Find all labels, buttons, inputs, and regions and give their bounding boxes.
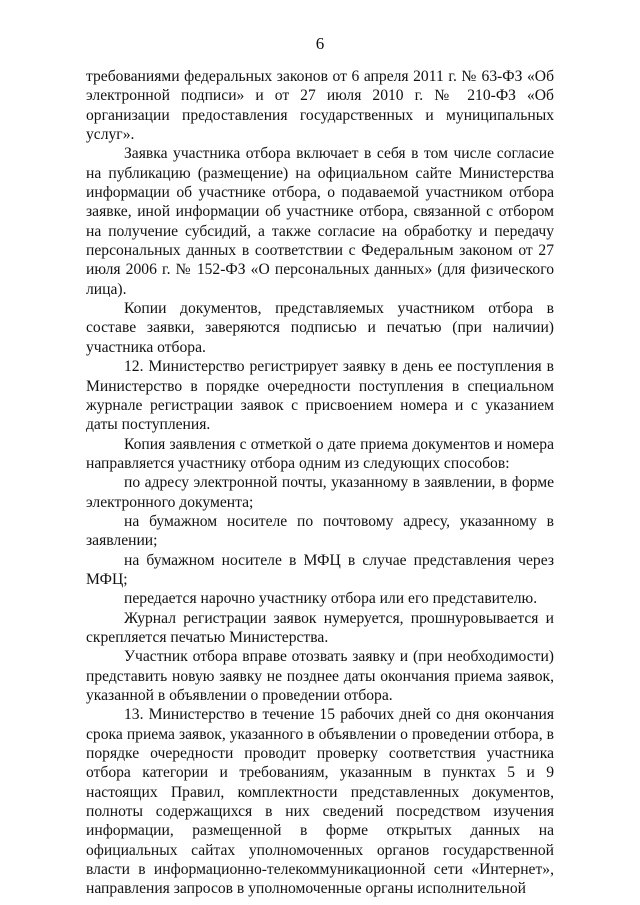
page-number: 6 bbox=[315, 34, 325, 53]
paragraph-copy-delivery: Копия заявления с отметкой о дате приема документов и номера направляется участнику отбора одним из следующих способов: bbox=[86, 435, 554, 472]
paragraph-delivery-hand: передается нарочно участнику отбора или его представителю. bbox=[124, 590, 538, 608]
paragraph-journal: Журнал регистрации заявок нумеруется, прошнуровывается и скрепляется печатью Министерства. bbox=[86, 609, 554, 646]
paragraph-item-13: 13. Министерство в течение 15 рабочих дней со дня окончания срока приема заявок, указанного в объявлении о проведении отбора, в порядке очередности проводит проверку соответствия участника отбора категории и требованиям, указанным в пунктах 5 и 9 настоящих Правил, комплектности представленных документов, полноты содержащихся в них сведений посредством изучения информации, размещенной в форме открытых данных на официальных сайтах уполномоченных органов государственной власти в информационно-телекоммуникационной сети «Интернет», направления запросов в уполномоченные органы исполнительной bbox=[86, 706, 554, 898]
paragraph-delivery-post: на бумажном носителе по почтовому адресу, указанному в заявлении; bbox=[86, 512, 554, 550]
paragraph-withdraw: Участник отбора вправе отозвать заявку и (при необходимости) представить новую заявку не позднее даты окончания приема заявок, указанной в объявлении о проведении отбора. bbox=[86, 648, 554, 704]
document-body bbox=[86, 67, 554, 899]
paragraph-continuation: требованиями федеральных законов от 6 апреля 2011 г. № 63-ФЗ «Об электронной подписи» и от 27 июля 2010 г. № 210-ФЗ «Об организации предоставления государственных и муниципальных услуг». bbox=[86, 68, 554, 144]
paragraph-consent: Заявка участника отбора включает в себя в том числе согласие на публикацию (размещение) на официальном сайте Министерства информации об участнике отбора, о подаваемой участником отбора заявке, иной информации об участнике отбора, связанной с отбором на получение субсидий, а также согласие на обработку и передачу персональных данных в соответствии с Федеральным законом от 27 июля 2006 г. № 152-ФЗ «О персональных данных» (для физического лица). bbox=[86, 145, 554, 298]
paragraph-item-12: 12. Министерство регистрирует заявку в день ее поступления в Министерство в порядке очередности поступления в специальном журнале регистрации заявок с присвоением номера и с указанием даты поступления. bbox=[86, 358, 554, 434]
paragraph-delivery-email: по адресу электронной почты, указанному в заявлении, в форме электронного документа; bbox=[86, 474, 554, 511]
paragraph-document-copies: Копии документов, представляемых участником отбора в составе заявки, заверяются подписью и печатью (при наличии) участника отбора. bbox=[86, 300, 554, 356]
paragraph-delivery-mfc: на бумажном носителе в МФЦ в случае представления через МФЦ; bbox=[86, 551, 554, 588]
